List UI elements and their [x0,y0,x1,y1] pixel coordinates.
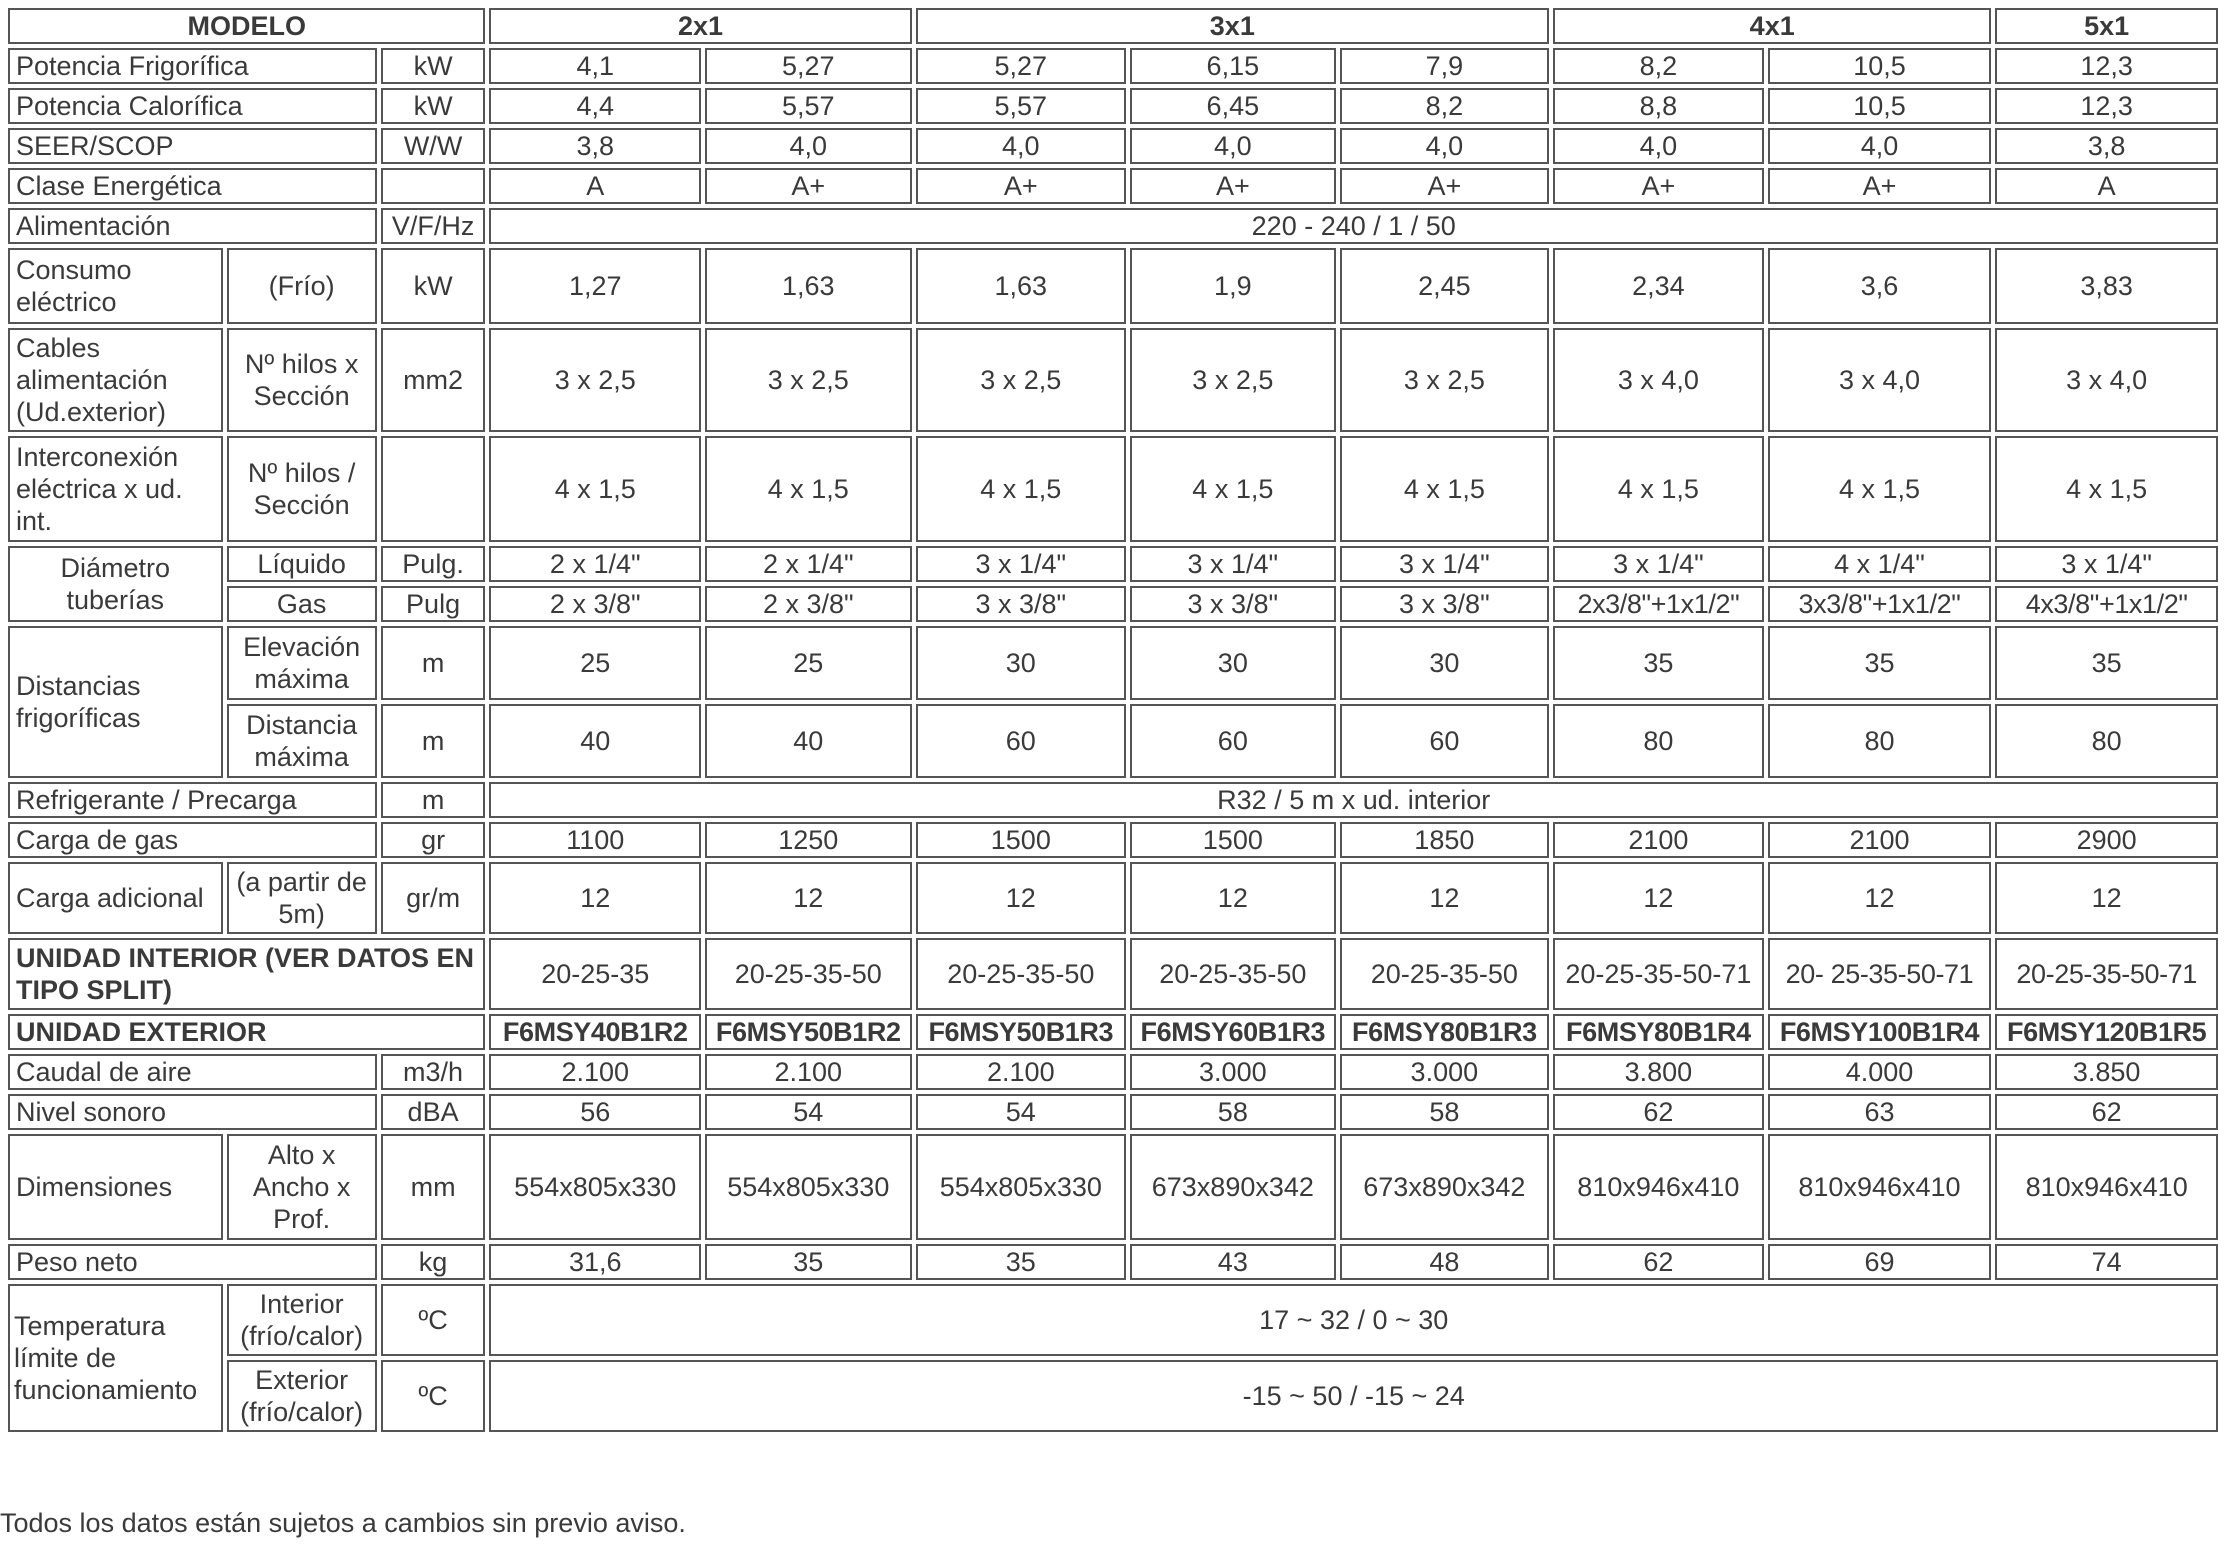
value-cell: 3 x 3/8" [916,586,1127,622]
value-cell: F6MSY120B1R5 [1995,1014,2218,1050]
value-cell: 7,9 [1340,48,1550,84]
value-cell: 54 [916,1094,1127,1130]
row-label: Distancias frigoríficas [8,626,223,778]
value-cell: 60 [916,704,1127,778]
value-cell: 4,0 [1553,128,1764,164]
sub-label: Interior (frío/calor) [227,1284,377,1356]
value-cell: F6MSY100B1R4 [1768,1014,1992,1050]
row-label: Potencia Calorífica [8,88,377,124]
value-cell: 3 x 2,5 [705,328,912,432]
value-cell: 4,1 [489,48,701,84]
value-cell: 3 x 1/4" [1553,546,1764,582]
spec-table [4,4,2222,1436]
value-cell: 20-25-35 [489,938,701,1010]
value-cell: 40 [489,704,701,778]
unit-cell: kW [381,88,486,124]
table-row [8,586,2218,622]
unit-cell [381,436,486,542]
value-cell: 1100 [489,822,701,858]
header-row [8,8,2218,44]
value-cell: 810x946x410 [1995,1134,2218,1240]
value-cell: 4,0 [1768,128,1992,164]
value-cell: F6MSY50B1R3 [916,1014,1127,1050]
value-cell: 4 x 1,5 [705,436,912,542]
value-cell: 220 - 240 / 1 / 50 [489,208,2218,244]
table-row [8,328,2218,432]
table-row [8,626,2218,700]
value-cell: 2.100 [705,1054,912,1090]
value-cell: A+ [1340,168,1550,204]
row-label: Caudal de aire [8,1054,377,1090]
table-row [8,1284,2218,1356]
value-cell: 58 [1130,1094,1336,1130]
value-cell: 5,27 [705,48,912,84]
value-cell: A+ [1768,168,1992,204]
value-cell: A [489,168,701,204]
value-cell: 80 [1768,704,1992,778]
table-row [8,1054,2218,1090]
unit-cell: m [381,782,486,818]
value-cell: 12 [1995,862,2218,934]
value-cell: 3.800 [1553,1054,1764,1090]
value-cell: 17 ~ 32 / 0 ~ 30 [489,1284,2218,1356]
unit-cell: ºC [381,1360,486,1432]
value-cell: 3 x 1/4" [1995,546,2218,582]
row-label: UNIDAD INTERIOR (VER DATOS EN TIPO SPLIT) [8,938,485,1010]
sub-label: Distancia máxima [227,704,377,778]
value-cell: 3 x 2,5 [1340,328,1550,432]
value-cell: 3 x 1/4" [1340,546,1550,582]
value-cell: 6,15 [1130,48,1336,84]
table-row [8,208,2218,244]
value-cell: 1250 [705,822,912,858]
value-cell: 8,2 [1553,48,1764,84]
value-cell: 4 x 1,5 [489,436,701,542]
group-header-4x1: 4x1 [1553,8,1991,44]
group-header-5x1: 5x1 [1995,8,2218,44]
value-cell: 35 [1995,626,2218,700]
value-cell: 1500 [1130,822,1336,858]
unit-cell: mm2 [381,328,486,432]
unit-cell: mm [381,1134,486,1240]
unit-cell: kg [381,1244,486,1280]
value-cell: 20-25-35-50 [1340,938,1550,1010]
table-row [8,546,2218,582]
row-label: Peso neto [8,1244,377,1280]
value-cell: 2100 [1768,822,1992,858]
value-cell: 10,5 [1768,48,1992,84]
value-cell: F6MSY80B1R3 [1340,1014,1550,1050]
sub-label: Elevación máxima [227,626,377,700]
row-label: Cables alimentación (Ud.exterior) [8,328,223,432]
value-cell: 554x805x330 [705,1134,912,1240]
value-cell: 10,5 [1768,88,1992,124]
value-cell: 30 [916,626,1127,700]
unit-cell: kW [381,48,486,84]
value-cell: 2,34 [1553,248,1764,324]
unit-cell: ºC [381,1284,486,1356]
value-cell: 3.850 [1995,1054,2218,1090]
value-cell: 2 x 3/8" [705,586,912,622]
value-cell: 48 [1340,1244,1550,1280]
sub-label: Nº hilos / Sección [227,436,377,542]
value-cell: F6MSY40B1R2 [489,1014,701,1050]
value-cell: 25 [489,626,701,700]
row-label: UNIDAD EXTERIOR [8,1014,485,1050]
value-cell: 3,8 [489,128,701,164]
sub-label: (a partir de 5m) [227,862,377,934]
value-cell: A+ [705,168,912,204]
unit-cell: gr [381,822,486,858]
table-row [8,862,2218,934]
value-cell: 3 x 2,5 [489,328,701,432]
sub-label: Alto x Ancho x Prof. [227,1134,377,1240]
row-label: Alimentación [8,208,377,244]
value-cell: 12 [1768,862,1992,934]
value-cell: 69 [1768,1244,1992,1280]
value-cell: 3.000 [1340,1054,1550,1090]
value-cell: 1,9 [1130,248,1336,324]
value-cell: 3 x 4,0 [1995,328,2218,432]
value-cell: 2900 [1995,822,2218,858]
table-row [8,168,2218,204]
value-cell: 1,27 [489,248,701,324]
unit-cell: Pulg [381,586,486,622]
value-cell: 554x805x330 [489,1134,701,1240]
value-cell: A [1995,168,2218,204]
value-cell: 62 [1995,1094,2218,1130]
value-cell: 12,3 [1995,48,2218,84]
value-cell: 12,3 [1995,88,2218,124]
value-cell: 12 [916,862,1127,934]
value-cell: 35 [705,1244,912,1280]
value-cell: 4,0 [705,128,912,164]
sub-label: (Frío) [227,248,377,324]
value-cell: 20-25-35-50-71 [1995,938,2218,1010]
value-cell: 60 [1130,704,1336,778]
value-cell: -15 ~ 50 / -15 ~ 24 [489,1360,2218,1432]
value-cell: 1,63 [705,248,912,324]
value-cell: 62 [1553,1094,1764,1130]
value-cell: 20-25-35-50 [916,938,1127,1010]
value-cell: 8,8 [1553,88,1764,124]
value-cell: 2100 [1553,822,1764,858]
row-label: SEER/SCOP [8,128,377,164]
unit-cell: m [381,704,486,778]
table-row [8,782,2218,818]
value-cell: 4 x 1,5 [1553,436,1764,542]
value-cell: 30 [1130,626,1336,700]
value-cell: 6,45 [1130,88,1336,124]
footnote: Todos los datos están sujetos a cambios sin previo aviso. [0,1508,686,1538]
table-row [8,822,2218,858]
value-cell: 2 x 3/8" [489,586,701,622]
row-label: Potencia Frigorífica [8,48,377,84]
table-row [8,248,2218,324]
unit-cell: V/F/Hz [381,208,486,244]
sub-label: Gas [227,586,377,622]
value-cell: 4.000 [1768,1054,1992,1090]
table-row [8,128,2218,164]
value-cell: 1,63 [916,248,1127,324]
value-cell: 35 [1553,626,1764,700]
table-row [8,48,2218,84]
value-cell: 58 [1340,1094,1550,1130]
value-cell: A+ [916,168,1127,204]
value-cell: 3 x 2,5 [1130,328,1336,432]
table-row [8,1014,2218,1050]
value-cell: 1500 [916,822,1127,858]
unit-cell: Pulg. [381,546,486,582]
value-cell: A+ [1130,168,1336,204]
value-cell: 8,2 [1340,88,1550,124]
sub-label: Líquido [227,546,377,582]
row-label: Consumo eléctrico [8,248,223,324]
row-label: Carga de gas [8,822,377,858]
unit-cell: gr/m [381,862,486,934]
unit-cell: dBA [381,1094,486,1130]
value-cell: 74 [1995,1244,2218,1280]
value-cell: 810x946x410 [1553,1134,1764,1240]
row-label: Dimensiones [8,1134,223,1240]
value-cell: 20- 25-35-50-71 [1768,938,1992,1010]
value-cell: 60 [1340,704,1550,778]
value-cell: 810x946x410 [1768,1134,1992,1240]
value-cell: 25 [705,626,912,700]
value-cell: 56 [489,1094,701,1130]
unit-cell: m3/h [381,1054,486,1090]
value-cell: 3.000 [1130,1054,1336,1090]
value-cell: 62 [1553,1244,1764,1280]
value-cell: 3,8 [1995,128,2218,164]
unit-cell: m [381,626,486,700]
value-cell: 554x805x330 [916,1134,1127,1240]
table-row [8,1244,2218,1280]
row-label: Carga adicional [8,862,223,934]
row-label: Interconexión eléctrica x ud. int. [8,436,223,542]
value-cell: 3 x 3/8" [1340,586,1550,622]
value-cell: 4 x 1,5 [1340,436,1550,542]
row-label: Clase Energética [8,168,377,204]
value-cell: 4,0 [1340,128,1550,164]
value-cell: 2.100 [489,1054,701,1090]
value-cell: 40 [705,704,912,778]
value-cell: 2 x 1/4" [705,546,912,582]
modelo-header: MODELO [8,8,485,44]
value-cell: 2,45 [1340,248,1550,324]
value-cell: 1850 [1340,822,1550,858]
value-cell: 3 x 3/8" [1130,586,1336,622]
table-row [8,88,2218,124]
value-cell: 80 [1553,704,1764,778]
row-label: Nivel sonoro [8,1094,377,1130]
value-cell: 35 [916,1244,1127,1280]
value-cell: 4 x 1,5 [1995,436,2218,542]
value-cell: 673x890x342 [1340,1134,1550,1240]
value-cell: F6MSY80B1R4 [1553,1014,1764,1050]
unit-cell [381,168,486,204]
value-cell: 4 x 1/4" [1768,546,1992,582]
value-cell: 3 x 1/4" [916,546,1127,582]
value-cell: 20-25-35-50 [705,938,912,1010]
value-cell: 30 [1340,626,1550,700]
value-cell: 2x3/8"+1x1/2" [1553,586,1764,622]
value-cell: 80 [1995,704,2218,778]
value-cell: 35 [1768,626,1992,700]
value-cell: 12 [489,862,701,934]
value-cell: 3 x 4,0 [1553,328,1764,432]
sub-label: Nº hilos x Sección [227,328,377,432]
value-cell: 3 x 4,0 [1768,328,1992,432]
value-cell: 5,57 [705,88,912,124]
value-cell: 12 [1130,862,1336,934]
unit-cell: W/W [381,128,486,164]
unit-cell: kW [381,248,486,324]
row-label: Temperatura límite de funcionamiento [8,1284,223,1432]
value-cell: 31,6 [489,1244,701,1280]
group-header-3x1: 3x1 [916,8,1550,44]
row-label: Diámetro tuberías [8,546,223,622]
value-cell: 5,57 [916,88,1127,124]
value-cell: 2 x 1/4" [489,546,701,582]
value-cell: 4x3/8"+1x1/2" [1995,586,2218,622]
value-cell: 20-25-35-50 [1130,938,1336,1010]
value-cell: 4,0 [1130,128,1336,164]
value-cell: 12 [705,862,912,934]
value-cell: 4,0 [916,128,1127,164]
table-row [8,1094,2218,1130]
value-cell: 673x890x342 [1130,1134,1336,1240]
sub-label: Exterior (frío/calor) [227,1360,377,1432]
value-cell: F6MSY60B1R3 [1130,1014,1336,1050]
table-row [8,938,2218,1010]
table-row [8,1360,2218,1432]
value-cell: 4,4 [489,88,701,124]
value-cell: 3,6 [1768,248,1992,324]
value-cell: 5,27 [916,48,1127,84]
value-cell: 54 [705,1094,912,1130]
value-cell: 3 x 2,5 [916,328,1127,432]
value-cell: 4 x 1,5 [1768,436,1992,542]
value-cell: 12 [1553,862,1764,934]
value-cell: 4 x 1,5 [1130,436,1336,542]
value-cell: 43 [1130,1244,1336,1280]
row-label: Refrigerante / Precarga [8,782,377,818]
value-cell: R32 / 5 m x ud. interior [489,782,2218,818]
table-row [8,704,2218,778]
value-cell: A+ [1553,168,1764,204]
value-cell: 63 [1768,1094,1992,1130]
value-cell: 3,83 [1995,248,2218,324]
value-cell: F6MSY50B1R2 [705,1014,912,1050]
table-row [8,436,2218,542]
value-cell: 20-25-35-50-71 [1553,938,1764,1010]
value-cell: 2.100 [916,1054,1127,1090]
group-header-2x1: 2x1 [489,8,911,44]
value-cell: 3x3/8"+1x1/2" [1768,586,1992,622]
value-cell: 12 [1340,862,1550,934]
table-row [8,1134,2218,1240]
value-cell: 3 x 1/4" [1130,546,1336,582]
value-cell: 4 x 1,5 [916,436,1127,542]
